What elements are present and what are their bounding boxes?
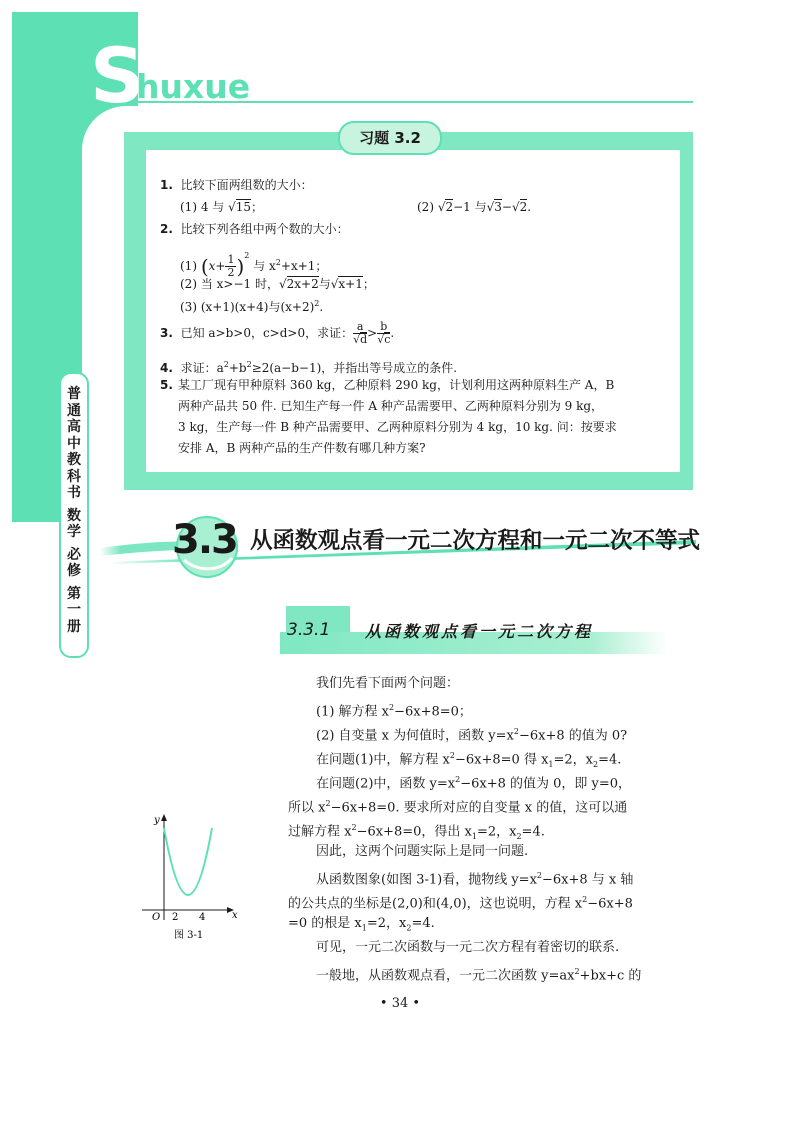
exercise-title: 习题 3.2: [338, 121, 442, 155]
figure-3-1: [136, 810, 256, 942]
subsection-title: 从函数观点看一元二次方程: [365, 622, 594, 641]
subsection-number: 3.3.1: [287, 620, 331, 640]
origin-label: O: [152, 912, 161, 923]
parabola: [164, 828, 212, 895]
exercise-item-1b: (2) √2−1 与√3−√2.: [417, 200, 532, 214]
exercise-item-4: 4. 求证：$a^2+b^2\ge 2(a-b-1)$，并指出等号成立的条件.: [160, 360, 458, 375]
logo-initial: S: [90, 31, 145, 120]
exercise-item-1: 1. 比较下面两组数的大小：: [160, 178, 313, 192]
exercise-item-5-num: 5.: [160, 378, 173, 392]
body-line-1: 我们先看下面两个问题：: [316, 676, 460, 691]
exercise-item-5-line-2: 两种产品共 50 件. 已知生产每一件 A 种产品需要甲、乙两种原料分别为 9 kg，: [178, 399, 604, 413]
y-label: y: [154, 815, 160, 826]
figure-caption: 图 3-1: [174, 930, 204, 941]
exercise-item-5-line-4: 安排 A，B 两种产品的生产件数有哪几种方案?: [178, 441, 426, 455]
body-line-7: 过解方程 $x^2-6x+8=0$，得出 $x_1=2$，$x_2=4$.: [288, 823, 545, 841]
exercise-item-2c: (3) (x+1)(x+4)与$(x+2)^2$.: [180, 299, 324, 314]
x-label: x: [232, 910, 238, 921]
exercise-item-1a: (1) 4 与 √15；: [180, 200, 264, 214]
page-number: • 34 •: [379, 996, 421, 1011]
body-line-3: (2) 自变量 x 为何值时，函数 $y=x^2-6x+8$ 的值为 0?: [316, 727, 628, 744]
section-title: 从函数观点看一元二次方程和一元二次不等式: [250, 528, 701, 554]
section-number: 3.3: [172, 517, 237, 563]
y-axis-arrow: [161, 814, 167, 821]
side-tab-text: 普 通 高 中 教 科 书 数 学 必 修 第 一 册: [67, 386, 81, 635]
tick-2: 2: [172, 912, 179, 923]
body-line-8: 因此，这两个问题实际上是同一问题.: [316, 844, 529, 859]
body-line-13: 一般地，从函数观点看，一元二次函数 $y=ax^2+bx+c$ 的: [316, 967, 642, 984]
exercise-item-3: 3. 已知 a>b>0，c>d>0，求证： $\frac{a}{√d}$ > $\frac{b}{√c}$ .: [160, 320, 395, 346]
exercise-item-5-line-3: 3 kg，生产每一件 B 种产品需要甲、乙两种原料分别为 4 kg，10 kg. 问：按要求: [178, 420, 617, 434]
exercise-item-5-line-1: 某工厂现有甲种原料 360 kg，乙种原料 290 kg，计划利用这两种原料生产 A，B: [178, 378, 615, 392]
logo-text: huxue: [136, 67, 251, 106]
body-line-6: 所以 $x^2-6x+8=0$. 要求所对应的自变量 x 的值，这可以通: [288, 799, 628, 816]
exercise-item-2b: (2) 当 x>−1 时，√2x+2与√x+1；: [180, 277, 375, 291]
tick-4: 4: [199, 912, 206, 923]
exercise-item-2a: (1) (x+ $\frac{1}{2}$ )$^2$ 与 $x^2+x+1$；: [180, 251, 328, 279]
body-line-4: 在问题(1)中，解方程 $x^2-6x+8=0$ 得 $x_1=2$，$x_2=4$.: [316, 751, 622, 769]
exercise-item-2: 2. 比较下列各组中两个数的大小：: [160, 222, 349, 236]
body-line-12: 可见，一元二次函数与一元二次方程有着密切的联系.: [316, 940, 620, 955]
body-line-9: 从函数图象(如图 3-1)看，抛物线 $y=x^2-6x+8$ 与 x 轴: [316, 871, 634, 888]
body-line-5: 在问题(2)中，函数 $y=x^2-6x+8$ 的值为 0，即 y=0，: [316, 775, 632, 792]
body-line-10: 的公共点的坐标是(2,0)和(4,0)，这也说明，方程 $x^2-6x+8$: [288, 895, 633, 912]
body-line-2: (1) 解方程 $x^2-6x+8=0$；: [316, 703, 472, 720]
body-line-11: =0 的根是 $x_1=2$，$x_2=4$.: [288, 916, 435, 933]
